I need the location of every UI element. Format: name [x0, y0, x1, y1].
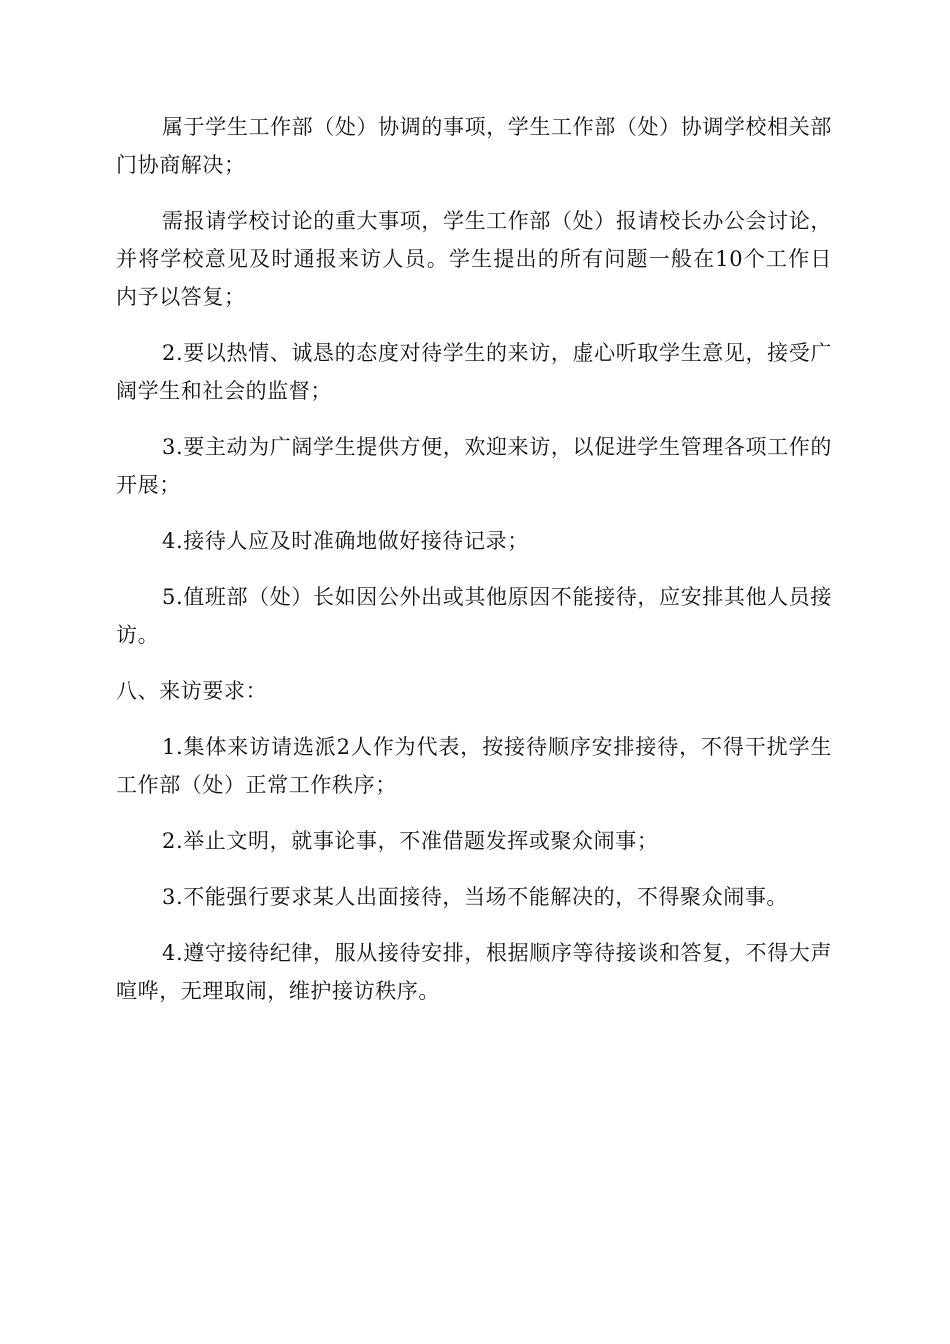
paragraph-item-5-duty: 5.值班部（处）长如因公外出或其他原因不能接待，应安排其他人员接访。 [116, 585, 832, 647]
paragraph-coordination: 属于学生工作部（处）协调的事项，学生工作部（处）协调学校相关部门协商解决； [116, 115, 832, 177]
paragraph-major-matters: 需报请学校讨论的重大事项，学生工作部（处）报请校长办公会讨论，并将学校意见及时通报来访人员。学生提出的所有问题一般在10个工作日内予以答复； [116, 209, 832, 309]
section-heading-visit-requirements: 八、来访要求： [116, 679, 268, 703]
paragraph-item-3-convenience: 3.要主动为广阔学生提供方便，欢迎来访，以促进学生管理各项工作的开展； [116, 435, 832, 497]
paragraph-req-3-no-forcing: 3.不能强行要求某人出面接待，当场不能解决的，不得聚众闹事。 [162, 885, 789, 909]
document-body [116, 108, 832, 1028]
paragraph-req-2-civility: 2.举止文明，就事论事，不准借题发挥或聚众闹事； [162, 829, 659, 853]
paragraph-item-2-attitude: 2.要以热情、诚恳的态度对待学生的来访，虚心听取学生意见，接受广阔学生和社会的监督； [116, 341, 832, 403]
paragraph-req-4-discipline: 4.遵守接待纪律，服从接待安排，根据顺序等待接谈和答复，不得大声喧哗，无理取闹，维护接访秩序。 [116, 941, 832, 1003]
paragraph-item-4-records: 4.接待人应及时准确地做好接待记录； [162, 529, 529, 553]
paragraph-req-1-group-visit: 1.集体来访请选派2人作为代表，按接待顺序安排接待，不得干扰学生工作部（处）正常工作秩序； [116, 735, 832, 797]
